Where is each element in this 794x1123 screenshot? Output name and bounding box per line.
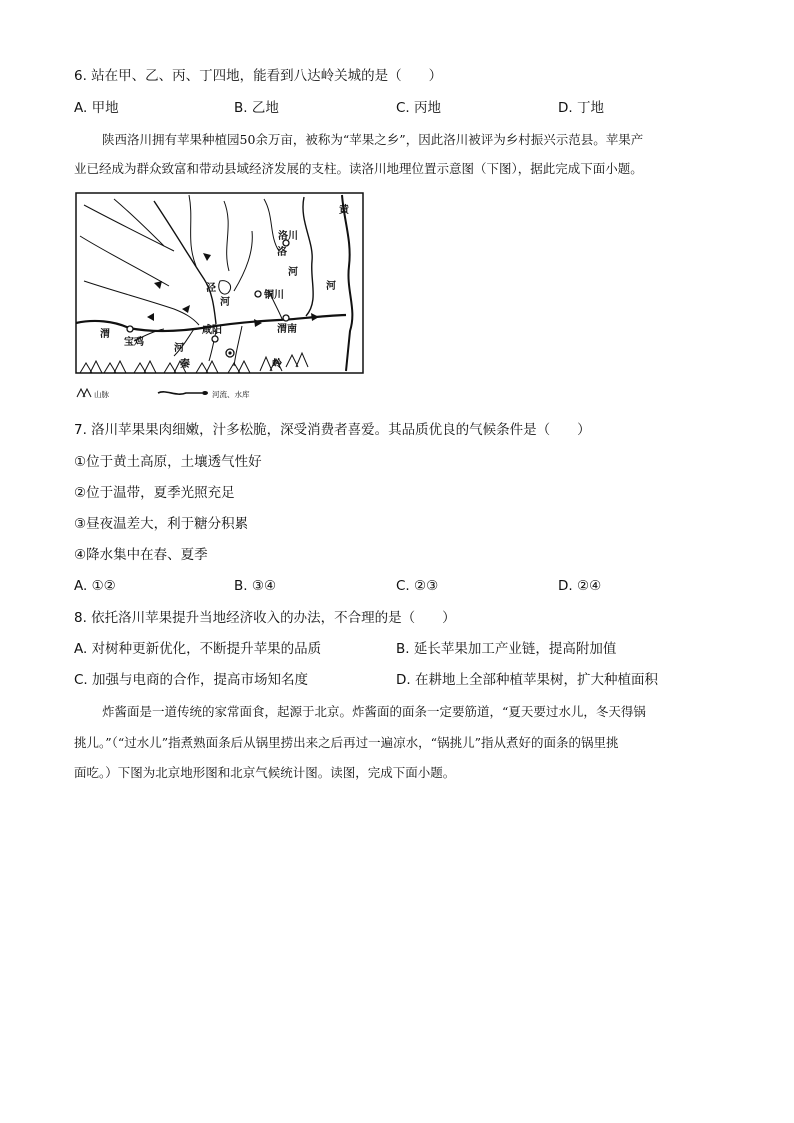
- passage1-line1: 陕西洛川拥有苹果种植园50余万亩，被称为“苹果之乡”，因此洛川被评为乡村振兴示范县。苹果产: [102, 132, 644, 147]
- label-baoji: 宝鸡: [124, 337, 144, 348]
- label-tongchuan: 铜川: [264, 290, 284, 301]
- luochuan-location-map: [74, 191, 366, 403]
- passage2-line3: 面吃。）下图为北京地形图和北京气候统计图。读图，完成下面小题。: [74, 765, 456, 780]
- baoji-city-marker: [127, 326, 133, 332]
- q7-option-a: A. ①②: [74, 578, 116, 594]
- label-ling: 岭: [272, 359, 282, 370]
- legend-river-label: 河流、水库: [212, 390, 250, 399]
- label-luo: 洛: [277, 247, 287, 258]
- xian-capital-dot: [228, 351, 231, 354]
- label-qin: 秦: [180, 359, 190, 370]
- q7-option-c: C. ②③: [396, 578, 439, 594]
- q6-stem: 6. 站在甲、乙、丙、丁四地，能看到八达岭关城的是（ ）: [74, 68, 443, 84]
- mountain-legend-icon: [77, 389, 91, 397]
- xianyang-city-marker: [212, 336, 218, 342]
- q7-item-3: ③昼夜温差大，利于糖分积累: [74, 516, 249, 532]
- label-he-luo: 河: [288, 267, 298, 278]
- q6-option-b: B. 乙地: [234, 100, 279, 116]
- reservoir: [219, 281, 231, 294]
- tongchuan-city-marker: [255, 291, 261, 297]
- q8-option-c: C. 加强与电商的合作，提高市场知名度: [74, 672, 309, 688]
- weinan-city-marker: [283, 315, 289, 321]
- q6-option-a: A. 甲地: [74, 100, 119, 116]
- passage2-line1: 炸酱面是一道传统的家常面食，起源于北京。炸酱面的面条一定要筋道，“夏天要过水儿，冬天得锅: [102, 704, 646, 719]
- q6-option-c: C. 丙地: [396, 100, 442, 116]
- label-huang: 黄: [339, 205, 349, 216]
- label-weinan: 渭南: [277, 324, 297, 335]
- reservoir-legend-icon: [202, 391, 208, 395]
- q8-option-d: D. 在耕地上全部种植苹果树，扩大种植面积: [396, 672, 658, 688]
- passage1-line2: 业已经成为群众致富和带动县域经济发展的支柱。读洛川地理位置示意图（下图），据此完成下面小题。: [74, 161, 643, 176]
- q8-stem: 8. 依托洛川苹果提升当地经济收入的办法，不合理的是（ ）: [74, 610, 456, 626]
- q7-option-b: B. ③④: [234, 578, 277, 594]
- q6-option-d: D. 丁地: [558, 100, 604, 116]
- label-luochuan: 洛川: [278, 231, 298, 242]
- label-xianyang: 咸阳: [202, 325, 222, 336]
- river-legend-icon: [158, 392, 202, 394]
- q7-item-4: ④降水集中在春、夏季: [74, 547, 208, 563]
- label-he-jing: 河: [220, 297, 230, 308]
- q7-item-1: ①位于黄土高原，土壤透气性好: [74, 454, 262, 470]
- q7-stem: 7. 洛川苹果果肉细嫩，汁多松脆，深受消费者喜爱。其品质优良的气候条件是（ ）: [74, 422, 591, 438]
- passage2-line2: 挑儿。”（“过水儿”指煮熟面条后从锅里捞出来之后再过一遍凉水，“锅挑儿”指从煮好的面条的锅里挑: [74, 735, 619, 750]
- label-wei: 渭: [100, 329, 110, 340]
- q7-option-d: D. ②④: [558, 578, 602, 594]
- label-he-wei: 河: [174, 343, 184, 354]
- q8-option-a: A. 对树种更新优化，不断提升苹果的品质: [74, 641, 322, 657]
- label-jing: 泾: [206, 283, 216, 294]
- map-legend: [77, 389, 250, 399]
- q8-option-b: B. 延长苹果加工产业链，提高附加值: [396, 641, 617, 657]
- q7-item-2: ②位于温带，夏季光照充足: [74, 485, 235, 501]
- legend-mountain-label: 山脉: [94, 390, 109, 399]
- label-he-yellow: 河: [326, 281, 336, 292]
